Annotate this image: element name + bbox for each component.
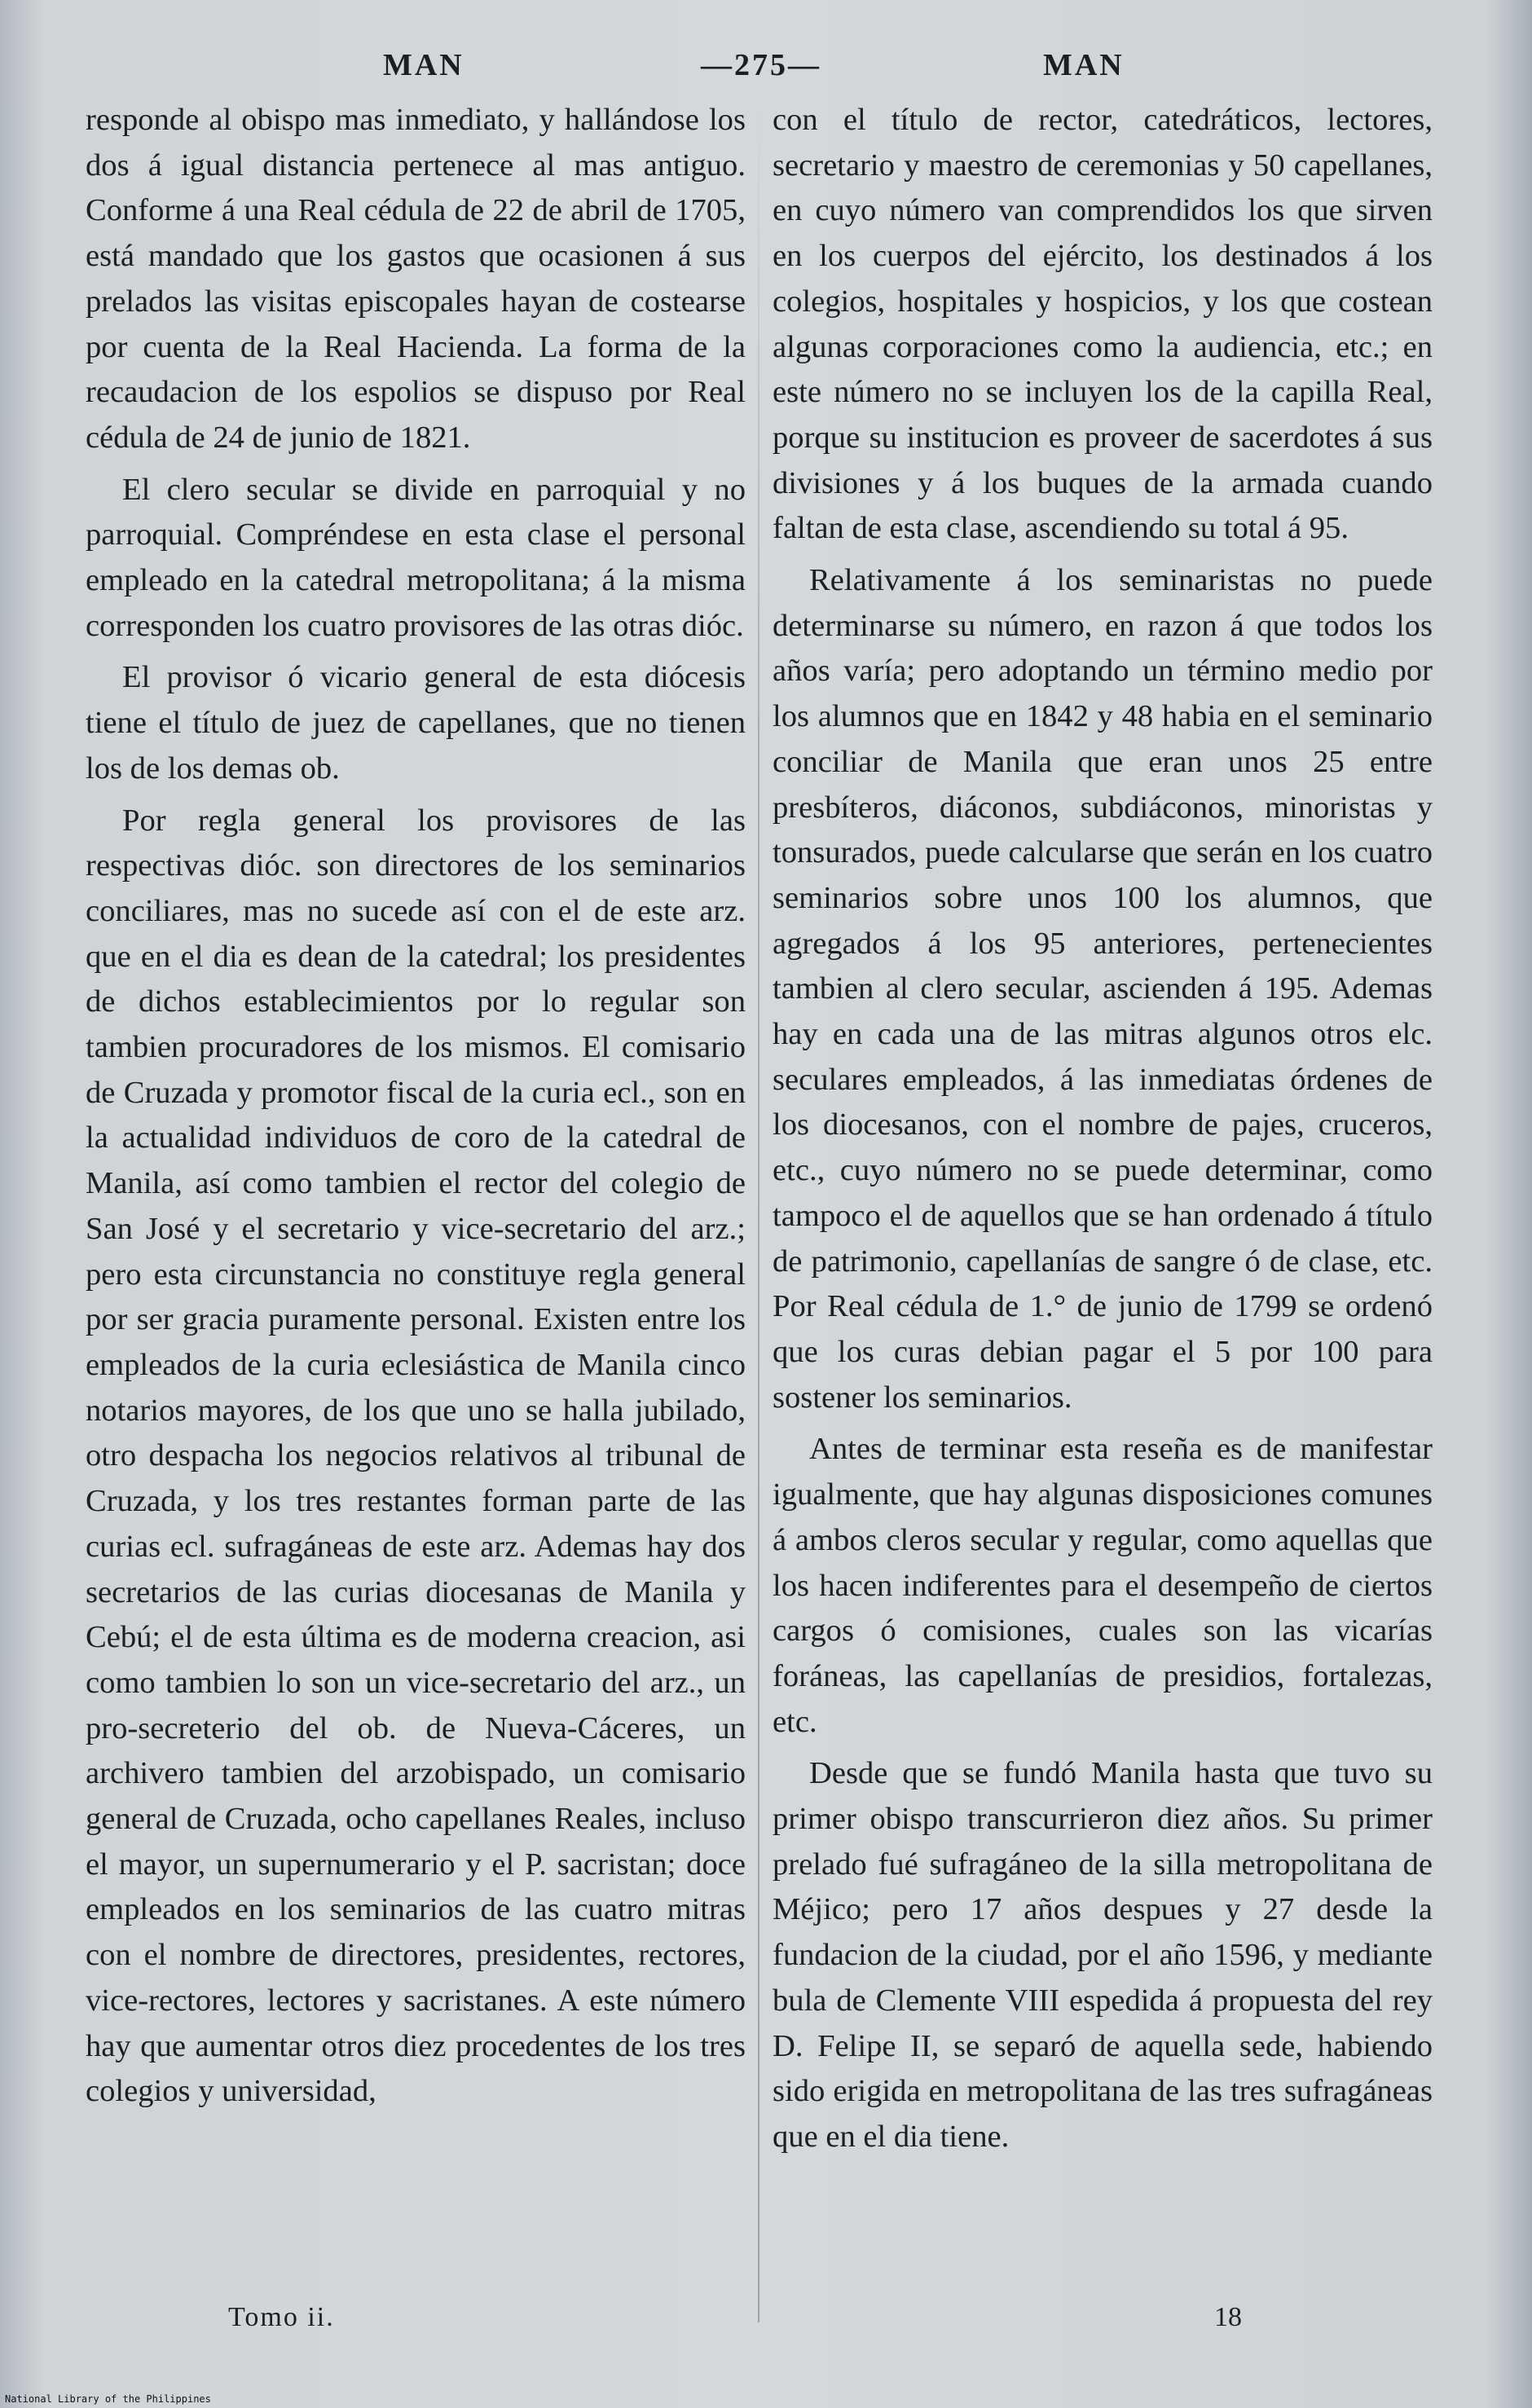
header-left-keyword: MAN	[383, 48, 464, 82]
page-number: —275—	[701, 48, 821, 82]
volume-label: Tomo ii.	[228, 2302, 335, 2332]
paragraph: El clero secular se divide en parroquial y no parroquial. Compréndese en esta clase el personal empleado en la catedral metropolitana; á la misma corresponden los cuatro provisores de las otras dióc.	[86, 472, 746, 643]
paragraph: Desde que se fundó Manila hasta que tuvo su primer obispo transcurrieron diez años. Su primer prelado fué sufragáneo de la silla metropolitana de Méjico; pero 17 años despues y 27 desde la fundacion de la ciudad, por el año 1596, y mediante bula de Clemente VIII espedida á propuesta del rey D. Felipe II, se separó de aquella sede, habiendo sido erigida en metropolitana de las tres sufragáneas que en el dia tiene.	[773, 1756, 1433, 2154]
signature-mark: 18	[1214, 2302, 1242, 2332]
paragraph: El provisor ó vicario general de esta diócesis tiene el título de juez de capellanes, que no tienen los de los demas ob.	[86, 660, 746, 786]
page-footer	[57, 2302, 1475, 2351]
right-column	[773, 98, 1433, 2160]
header-right-keyword: MAN	[1043, 48, 1125, 82]
library-credit: National Library of the Philippines	[5, 2393, 211, 2405]
paragraph: responde al obispo mas inmediato, y hallándose los dos á igual distancia pertenece al mas antiguo. Conforme á una Real cédula de 22 de abril de 1705, está mandado que los gastos que ocasionen á sus prelados las visitas episcopales hayan de costearse por cuenta de la Real Hacienda. La forma de la recaudacion de los espolios se dispuso por Real cédula de 24 de junio de 1821.	[86, 103, 746, 455]
left-column	[86, 98, 746, 2115]
paragraph: Relativamente á los seminaristas no puede determinarse su número, en razon á que todos los años varía; pero adoptando un término medio por los alumnos que en 1842 y 48 habia en el seminario conciliar de Manila que eran unos 25 entre presbíteros, diáconos, subdiáconos, minoristas y tonsurados, puede calcularse que serán en los cuatro seminarios sobre unos 100 los alumnos, que agregados á los 95 anteriores, pertenecientes tambien al clero secular, ascienden á 195. Ademas hay en cada una de las mitras algunos otros elc. seculares empleados, á las inmediatas órdenes de los diocesanos, con el nombre de pajes, cruceros, etc., cuyo número no se puede determinar, como tampoco el de aquellos que se han ordenado á título de patrimonio, capellanías de sangre ó de clase, etc. Por Real cédula de 1.° de junio de 1799 se ordenó que los curas debian pagar el 5 por 100 para sostener los seminarios.	[773, 563, 1433, 1415]
column-divider	[758, 106, 759, 2322]
book-page	[57, 33, 1475, 2363]
running-header	[57, 47, 1475, 104]
paragraph: Por regla general los provisores de las respectivas dióc. son directores de los seminarios conciliares, mas no sucede así con el de este arz. que en el dia es dean de la catedral; los presidentes de dichos establecimientos por lo regular son tambien procuradores de los mismos. El comisario de Cruzada y promotor fiscal de la curia ecl., son en la actualidad individuos de coro de la catedral de Manila, así como tambien el rector del colegio de San José y el secretario y vice-secretario del arz.; pero esta circunstancia no constituye regla general por ser gracia puramente personal. Existen entre los empleados de la curia eclesiástica de Manila cinco notarios mayores, de los que uno se halla jubilado, otro despacha los negocios relativos al tribunal de Cruzada, y los tres restantes forman parte de las curias ecl. sufragáneas de este arz. Ademas hay dos secretarios de las curias diocesanas de Manila y Cebú; el de esta última es de moderna creacion, asi como tambien lo son un vice-secretario del arz., un pro-secreterio del ob. de Nueva-Cáceres, un archivero tambien del arzobispado, un comisario general de Cruzada, ocho capellanes Reales, incluso el mayor, un supernumerario y el P. sacristan; doce empleados en los seminarios de las cuatro mitras con el nombre de directores, presidentes, rectores, vice-rectores, lectores y sacristanes. A este número hay que aumentar otros diez procedentes de los tres colegios y universidad,	[86, 803, 746, 2109]
paragraph: Antes de terminar esta reseña es de manifestar igualmente, que hay algunas disposiciones comunes á ambos cleros secular y regular, como aquellas que los hacen indiferentes para el desempeño de ciertos cargos ó comisiones, cuales son las vicarías foráneas, las capellanías de presidios, fortalezas, etc.	[773, 1432, 1433, 1739]
paragraph: con el título de rector, catedráticos, lectores, secretario y maestro de ceremonias y 50 capellanes, en cuyo número van comprendidos los que sirven en los cuerpos del ejército, los destinados á los colegios, hospitales y hospicios, y los que costean algunas corporaciones como la audiencia, etc.; en este número no se incluyen los de la capilla Real, porque su institucion es proveer de sacerdotes á sus divisiones y á los buques de la armada cuando faltan de esta clase, ascendiendo su total á 95.	[773, 103, 1433, 546]
